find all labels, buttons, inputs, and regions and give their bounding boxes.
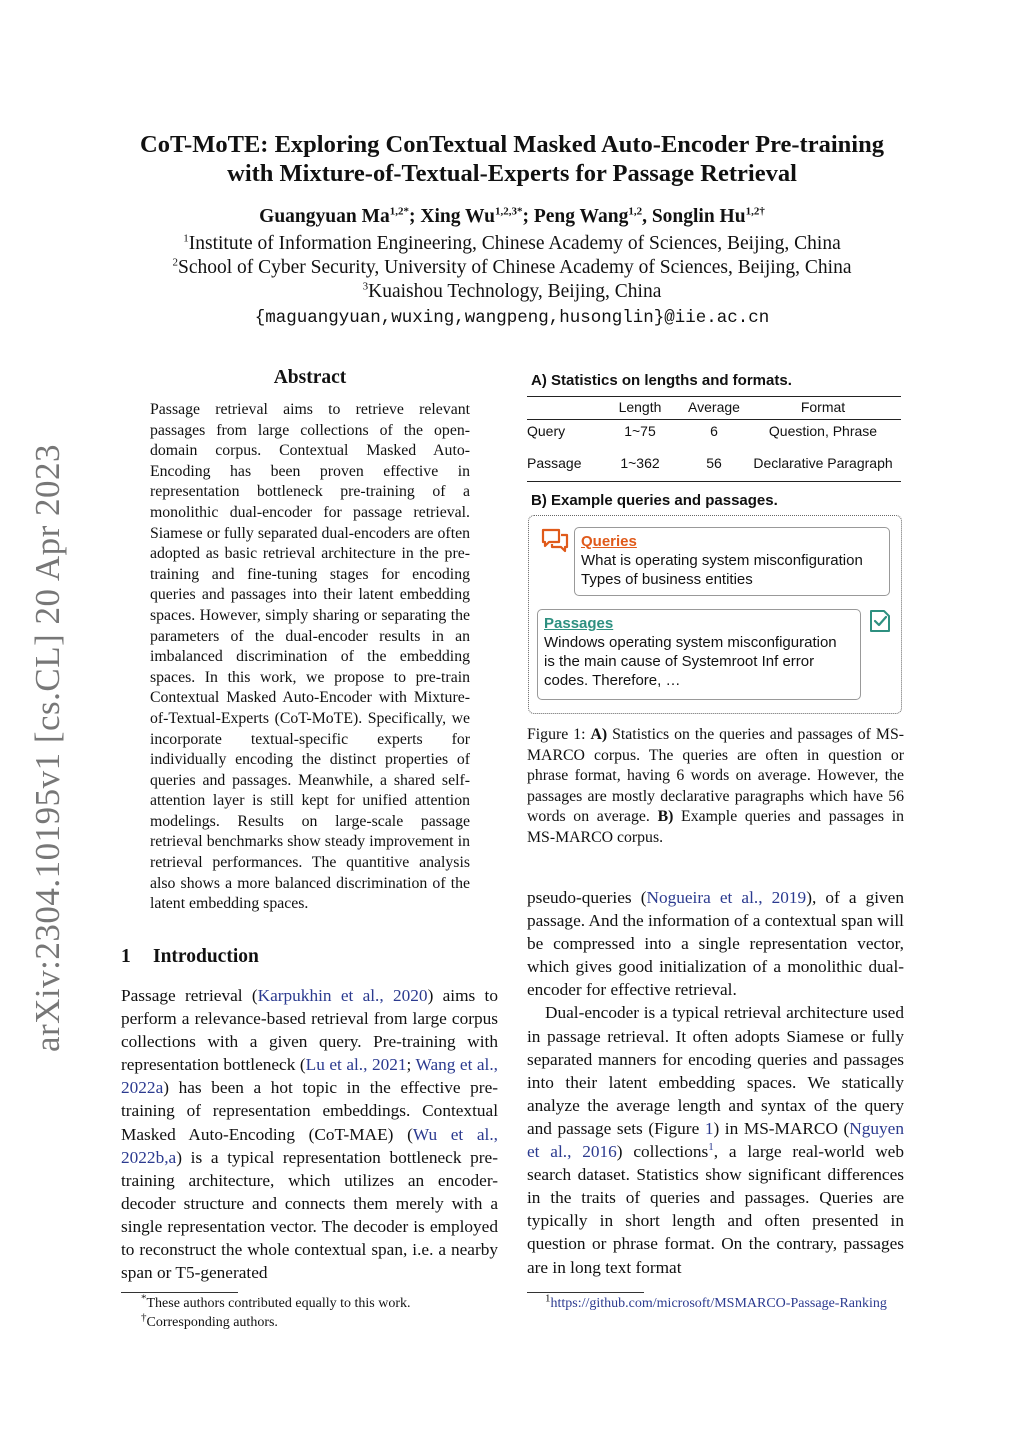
- body-text: Passage retrieval (: [121, 986, 258, 1005]
- queries-box: [574, 527, 890, 596]
- figure-section-b-title: B) Example queries and passages.: [531, 492, 778, 509]
- author-name: Peng Wang: [533, 206, 629, 227]
- passages-box: [537, 609, 861, 700]
- author-list: Guangyuan $Ma^{1,2*}$; Xing $Wu^{1,2,3*}$; Peng Wang$^{1,2}$, Songlin $Hu^{1,2\dagger}$: [259, 205, 765, 227]
- table-header-cell: Format: [745, 397, 901, 420]
- citation-link[interactable]: Karpukhin et al., 2020: [257, 986, 428, 1005]
- table-cell: Declarative Paragraph: [745, 449, 901, 482]
- citation-link[interactable]: Lu et al., 2021: [305, 1055, 407, 1075]
- author-affil-sup: 1,2,3: [494, 205, 517, 218]
- arxiv-stamp: arXiv:2304.10195v1 [cs.CL] 20 Apr 2023: [28, 443, 67, 1053]
- author-affil-sup: 1,2†: [745, 205, 765, 218]
- body-text: ) in MS-MARCO (: [713, 1118, 850, 1138]
- body-text: , a large real-world web search dataset. Statistics show significant differences in the traits of queries and passages. Queries are typically in short length and often presented in question or phrase format. On the contrary, passages are in long text format: [527, 1142, 904, 1277]
- table-header-cell: Average: [683, 397, 745, 420]
- author-affil-sup: 1,2: [389, 205, 404, 218]
- footnote-rule: [121, 1292, 238, 1293]
- table-cell: Query: [527, 423, 566, 439]
- affil-text: Kuaishou Technology, Beijing, China: [368, 281, 662, 302]
- figure-section-a-title: A) Statistics on lengths and formats.: [531, 372, 792, 389]
- body-text: ) is a typical representation bottleneck pre-training architecture, which utilizes an encoder-decoder structure and connects them merely with a single representation vector. The decoder is employed to reconstruct the whole contextual span, i.e. a nearby span or T5-generated: [121, 1147, 498, 1283]
- affil-num: 3: [362, 280, 369, 293]
- section-title: Introduction: [153, 946, 259, 967]
- affil-num: 2: [172, 256, 178, 269]
- caption-text: Example queries and passages in MS-MARCO corpus.: [527, 808, 904, 846]
- abstract-text: Passage retrieval aims to retrieve relevant passages from large collections of the open-domain corpus. Contextual Masked Auto-Encoding has been proven effective in representation bottleneck pre-training of a monolithic dual-encoder for passage retrieval. Siamese or fully separated dual-encoders are often adopted as basic retrieval architecture in the pre-training and fine-tuning stages for encoding queries and passages into their latent embedding spaces. However, simply sharing or separating the parameters of the dual-encoder results in an imbalanced discrimination of the embedding spaces. In this work, we propose to pre-train Contextual Masked Auto-Encoder with Mixture-of-Textual-Experts (CoT-MoTE). Specifically, we incorporate textual-specific experts for individually encoding the distinct properties of queries and passages. Meanwhile, a shared self-attention layer is still kept for unified attention modelings. Results on large-scale passage retrieval benchmarks show steady improvement in retrieval performances. The quantitive analysis also shows a more balanced discrimination of the latent embedding spaces.: [150, 401, 470, 913]
- footnote: [527, 1294, 907, 1313]
- table-header-cell: [527, 397, 597, 420]
- footnote-mark: †: [141, 1311, 147, 1324]
- caption-label: Figure 1:: [527, 726, 591, 743]
- author-mark: *: [516, 205, 523, 218]
- author-affil-sup: 1,2: [628, 205, 643, 218]
- footnote-text: These authors contributed equally to this work.: [146, 1296, 411, 1311]
- title-line-1: CoT-MoTE: Exploring ConTextual Masked Auto-Encoder Pre-training: [140, 131, 884, 158]
- passages-label: Passages: [544, 615, 614, 632]
- author-name: Songlin Hu: [651, 206, 746, 227]
- affiliation: [80, 280, 944, 304]
- intro-paragraph-1-continued: [527, 886, 904, 1279]
- table-cell: 56: [683, 449, 745, 482]
- citation-link[interactable]: Nguyen et al., 2016: [527, 1118, 904, 1162]
- footnote-mark: *: [141, 1292, 147, 1305]
- affil-text: Institute of Information Engineering, Chinese Academy of Sciences, Beijing, China: [188, 233, 841, 254]
- passage-line: codes. Therefore, …: [544, 672, 681, 689]
- affiliation: [80, 232, 944, 256]
- passage-line: Windows operating system misconfiguration: [544, 634, 837, 651]
- body-text: ) collections: [616, 1142, 709, 1162]
- paper-title: [80, 130, 944, 188]
- footnote-ref[interactable]: 1: [708, 1141, 714, 1154]
- table-cell: 1~362: [597, 449, 683, 482]
- caption-part-marker: A): [590, 726, 608, 743]
- query-example: What is operating system misconfiguration: [581, 552, 863, 569]
- citation-link[interactable]: Wang et al., 2022a: [121, 1055, 498, 1098]
- affil-text: School of Cyber Security, University of Chinese Academy of Sciences, Beijing, China: [177, 257, 852, 278]
- body-text: ) aims to perform a relevance-based retrieval from large corpus collections with a given query. Pre-training with representation bottleneck (: [121, 986, 498, 1075]
- table-row: [527, 449, 901, 482]
- body-text: Dual-encoder is a typical retrieval architecture used in passage retrieval. It often adopts Siamese or fully separated manners for encoding queries and passages into their latent embedding spaces. We statically analyze the average length and syntax of the query and passage sets (Figure: [527, 1003, 904, 1138]
- footnote: [141, 1294, 411, 1313]
- body-text: ;: [406, 1055, 416, 1075]
- footnote-mark: 1: [545, 1292, 551, 1305]
- queries-label: Queries: [581, 533, 637, 550]
- figure-caption: [527, 725, 904, 849]
- query-example: Types of business entities: [581, 571, 753, 588]
- affil-num: 1: [183, 232, 189, 245]
- table-cell: Passage: [527, 449, 597, 482]
- table-header-row: [527, 397, 901, 420]
- table-cell: Question, Phrase: [768, 423, 878, 439]
- section-heading: [121, 946, 259, 968]
- intro-paragraph-1: [121, 984, 498, 1284]
- caption-text: Statistics on the queries and passages of MS-MARCO corpus. The queries are often in question or phrase format, having 6 words on average. However, the passages are mostly declarative paragraphs which have 56 words on average.: [527, 726, 905, 826]
- author-mark: *: [403, 205, 409, 218]
- abstract-heading: Abstract: [273, 367, 347, 388]
- author-name: Guangyuan Ma: [259, 206, 390, 227]
- citation-link[interactable]: Nogueira et al., 2019: [646, 888, 807, 907]
- affiliation: [80, 256, 944, 280]
- body-text: ) has been a hot topic in the effective pre-training of representation embeddings. Contextual Masked Auto-Encoding (CoT-MAE) (: [121, 1078, 498, 1144]
- section-number: 1: [121, 946, 131, 967]
- footnote-text: Corresponding authors.: [146, 1315, 278, 1330]
- author-name: Xing Wu: [420, 206, 495, 227]
- author-email: {maguangyuan,wuxing,wangpeng,husonglin}@iie.ac.cn: [254, 308, 770, 328]
- figure-ref-link[interactable]: 1: [704, 1118, 714, 1138]
- table-cell: 6: [710, 423, 718, 439]
- body-text: pseudo-queries (: [527, 888, 647, 907]
- table-cell: 1~75: [624, 423, 656, 439]
- passage-line: is the main cause of Systemroot Inf error: [544, 653, 815, 670]
- footnote: [141, 1313, 278, 1332]
- footnote-url-link[interactable]: https://github.com/microsoft/MSMARCO-Passage-Ranking: [550, 1296, 887, 1311]
- table-row: [527, 420, 901, 450]
- stats-table: [527, 396, 901, 482]
- check-box-icon: [868, 608, 892, 634]
- citation-link[interactable]: Wu et al., 2022b,a: [121, 1124, 499, 1167]
- caption-part-marker: B): [657, 808, 674, 826]
- chat-bubbles-icon: [540, 527, 570, 555]
- body-text: ), of a given passage. And the information of a contextual span will be compressed into a single representation vector, which gives good initialization of a monolithic dual-encoder for effective retrieval.: [527, 888, 904, 1000]
- table-header-cell: Length: [597, 397, 683, 420]
- title-line-2: with Mixture-of-Textual-Experts for Passage Retrieval: [227, 160, 797, 187]
